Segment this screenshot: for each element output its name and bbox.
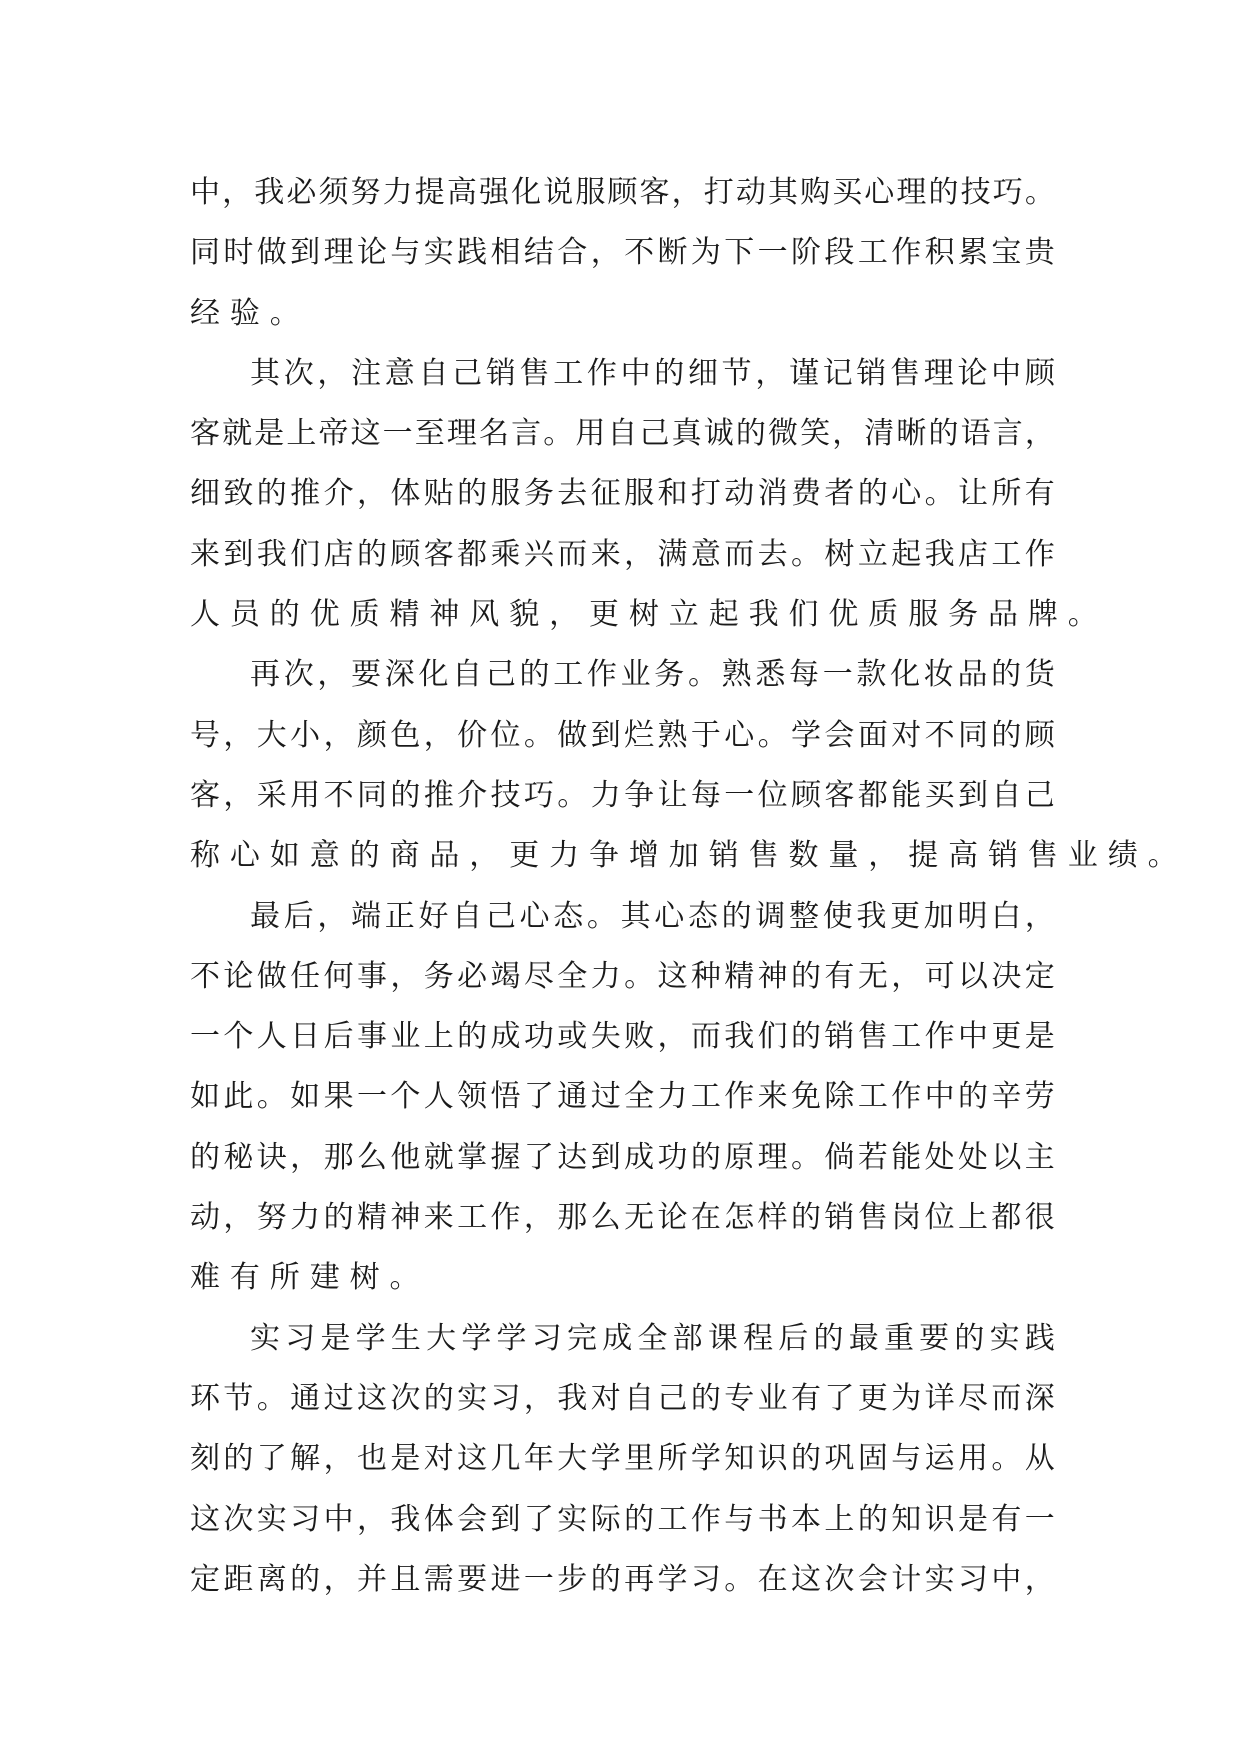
text-line: 来 到 我 们 店 的 顾 客 都 乘 兴 而 来 ， 满 意 而 去 。 树 立 起 我 店 工 作 — [190, 536, 1055, 572]
text-line: 动 ， 努 力 的 精 神 来 工 作 ， 那 么 无 论 在 怎 样 的 销 售 岗 位 上 都 很 — [190, 1200, 1055, 1236]
text-line: 这 次 实 习 中 ， 我 体 会 到 了 实 际 的 工 作 与 书 本 上 的 知 识 是 有 一 — [190, 1501, 1055, 1537]
text-line: 中 ， 我 必 须 努 力 提 高 强 化 说 服 顾 客 ， 打 动 其 购 买 心 理 的 技 巧 。 — [190, 175, 1055, 210]
paragraph-first-line: 实 习 是 学 生 大 学 学 习 完 成 全 部 课 程 后 的 最 重 要 的 实 践 — [250, 1320, 1055, 1356]
paragraph-first-line: 其 次 ， 注 意 自 己 销 售 工 作 中 的 细 节 ， 谨 记 销 售 理 论 中 顾 — [250, 355, 1055, 391]
text-line: 细 致 的 推 介 ， 体 贴 的 服 务 去 征 服 和 打 动 消 费 者 的 心 。 让 所 有 — [190, 476, 1055, 512]
text-line: 定 距 离 的 ， 并 且 需 要 进 一 步 的 再 学 习 。 在 这 次 会 计 实 习 中 ， — [190, 1561, 1055, 1597]
text-line: 客 就 是 上 帝 这 一 至 理 名 言 。 用 自 己 真 诚 的 微 笑 ， 清 晰 的 语 言 ， — [190, 416, 1055, 452]
text-line: 环 节 。 通 过 这 次 的 实 习 ， 我 对 自 己 的 专 业 有 了 更 为 详 尽 而 深 — [190, 1380, 1055, 1416]
text-line: 刻 的 了 解 ， 也 是 对 这 几 年 大 学 里 所 学 知 识 的 巩 固 与 运 用 。 从 — [190, 1441, 1055, 1477]
text-line: 一 个 人 日 后 事 业 上 的 成 功 或 失 败 ， 而 我 们 的 销 售 工 作 中 更 是 — [190, 1019, 1055, 1055]
text-line: 人员的优质精神风貌，更树立起我们优质服务品牌。 — [190, 597, 1108, 633]
text-line: 同 时 做 到 理 论 与 实 践 相 结 合 ， 不 断 为 下 一 阶 段 工 作 积 累 宝 贵 — [190, 235, 1055, 271]
text-line: 不 论 做 任 何 事 ， 务 必 竭 尽 全 力 。 这 种 精 神 的 有 无 ， 可 以 决 定 — [190, 958, 1055, 994]
paragraph-first-line: 再 次 ， 要 深 化 自 己 的 工 作 业 务 。 熟 悉 每 一 款 化 妆 品 的 货 — [250, 657, 1055, 693]
text-line: 经验。 — [190, 295, 310, 331]
text-line: 难有所建树。 — [190, 1260, 430, 1296]
body-text — [190, 163, 1188, 1610]
paragraph-first-line: 最 后 ， 端 正 好 自 己 心 态 。 其 心 态 的 调 整 使 我 更 加 明 白 ， — [250, 898, 1055, 934]
text-line: 号 ， 大 小 ， 颜 色 ， 价 位 。 做 到 烂 熟 于 心 。 学 会 面 对 不 同 的 顾 — [190, 717, 1055, 753]
text-line: 的 秘 诀 ， 那 么 他 就 掌 握 了 达 到 成 功 的 原 理 。 倘 若 能 处 处 以 主 — [190, 1139, 1055, 1175]
text-line: 客 ， 采 用 不 同 的 推 介 技 巧 。 力 争 让 每 一 位 顾 客 都 能 买 到 自 己 — [190, 777, 1055, 813]
text-line: 称心如意的商品，更力争增加销售数量，提高销售业绩。 — [190, 838, 1188, 874]
text-line: 如 此 。 如 果 一 个 人 领 悟 了 通 过 全 力 工 作 来 免 除 工 作 中 的 辛 劳 — [190, 1079, 1055, 1115]
